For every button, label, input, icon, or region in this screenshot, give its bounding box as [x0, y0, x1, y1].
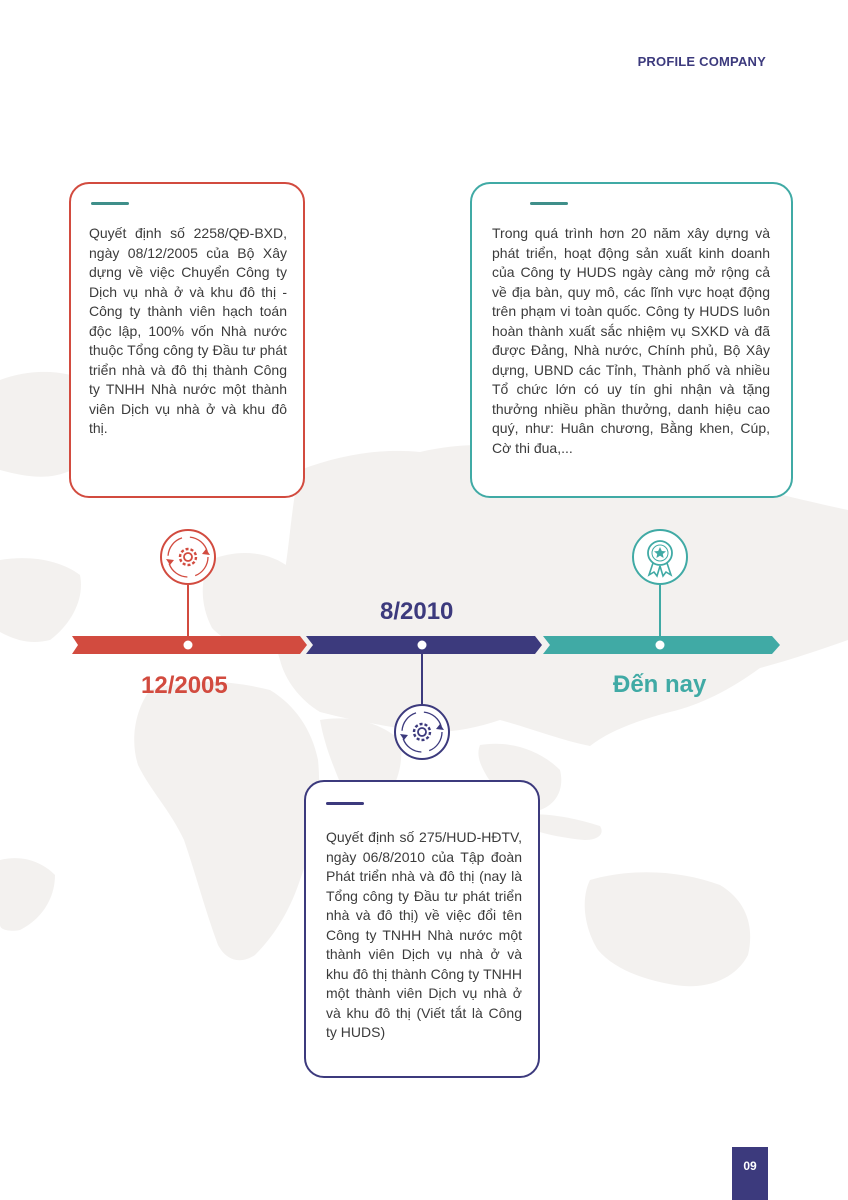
header-label: PROFILE COMPANY [637, 54, 766, 69]
card-accent-line [326, 802, 364, 805]
milestone-date: 12/2005 [141, 672, 228, 699]
milestone-card-2010 [304, 780, 540, 1078]
milestone-text: Trong quá trình hơn 20 năm xây dựng và phát triển, hoạt động sản xuất kinh doanh của Công ty HUDS ngày càng mở rộng cả về địa bàn, quy mô, các lĩnh vực hoạt động trên phạm vi toàn quốc. Công ty HUDS luôn hoàn thành xuất sắc nhiệm vụ SXKD và đã được Đảng, Nhà nước, Chính phủ, Bộ Xây dựng, UBND các Tỉnh, Thành phố và nhiều Tổ chức lớn có uy tín ghi nhận và tặng thưởng nhiều phần thưởng, danh hiệu cao quý, như: Huân chương, Bằng khen, Cúp, Cờ thi đua,... [492, 225, 770, 456]
page-number: 09 [732, 1147, 768, 1200]
milestone-card-present [470, 182, 793, 498]
milestone-text: Quyết định số 2258/QĐ-BXD, ngày 08/12/2005 của Bộ Xây dựng về việc Chuyển Công ty Dịch vụ nhà ở và khu đô thị - Công ty thành viên hạch toán độc lập, 100% vốn Nhà nước thuộc Tổng công ty Đầu tư phát triển nhà và đô thị thành Công ty TNHH Nhà nước một thành viên Dịch vụ nhà ở và khu đô thị. [89, 225, 287, 436]
milestone-text: Quyết định số 275/HUD-HĐTV, ngày 06/8/2010 của Tập đoàn Phát triển nhà và đô thị (nay là Tổng công ty Đầu tư phát triển nhà và đô thị) về việc đổi tên Công ty TNHH Nhà nước một thành viên Dịch vụ nhà ở và khu đô thị thành Công ty TNHH một thành viên Dịch vụ nhà ở và khu đô thị (Viết tắt là Công ty HUDS) [326, 829, 522, 1040]
card-accent-line [530, 202, 568, 205]
milestone-date: 8/2010 [380, 598, 454, 625]
card-accent-line [91, 202, 129, 205]
milestone-date: Đến nay [613, 671, 707, 698]
milestone-card-2005 [69, 182, 305, 498]
